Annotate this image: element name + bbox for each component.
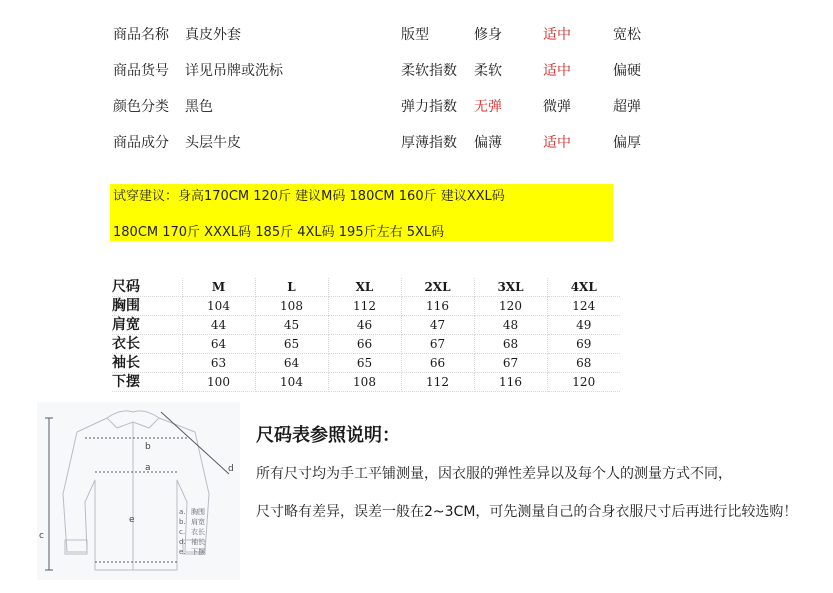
- size-header-cell: 2XL: [401, 278, 474, 297]
- measure-value: 64: [255, 354, 328, 373]
- softness-option: 偏硬: [613, 63, 641, 79]
- legend-key: a.: [179, 508, 186, 516]
- marker-e: e: [129, 515, 135, 525]
- table-row: [112, 316, 620, 335]
- measure-value: 100: [182, 373, 255, 392]
- size-header-cell: 3XL: [474, 278, 547, 297]
- product-material-value: 头层牛皮: [185, 135, 241, 151]
- measure-value: 66: [401, 354, 474, 373]
- shirt-illustration: [37, 402, 240, 580]
- elasticity-option: 微弹: [543, 99, 571, 115]
- legend-text: 衣长: [191, 528, 205, 536]
- product-name-label: 商品名称: [113, 27, 169, 43]
- elasticity-scale-label: 弹力指数: [401, 99, 457, 115]
- measure-value: 124: [547, 297, 620, 316]
- softness-option: 适中: [543, 63, 571, 79]
- size-header-cell: L: [255, 278, 328, 297]
- sleeve-measure-line: [161, 412, 229, 474]
- measure-value: 116: [401, 297, 474, 316]
- suggestion-line-1: 试穿建议：身高170CM 120斤 建议M码 180CM 160斤 建议XXL码: [113, 189, 505, 204]
- product-sku-value: 详见吊牌或洗标: [185, 63, 283, 79]
- measure-label: 袖长: [112, 354, 182, 373]
- measure-value: 48: [474, 316, 547, 335]
- thickness-option: 适中: [543, 135, 571, 151]
- fit-option: 宽松: [613, 27, 641, 43]
- product-color-value: 黑色: [185, 99, 213, 115]
- measure-value: 49: [547, 316, 620, 335]
- measure-value: 47: [401, 316, 474, 335]
- marker-c: c: [39, 531, 44, 541]
- measure-value: 64: [182, 335, 255, 354]
- fitting-suggestion-box: [110, 184, 613, 241]
- product-sku-label: 商品货号: [113, 63, 169, 79]
- product-name-value: 真皮外套: [185, 27, 241, 43]
- suggestion-line-2: 180CM 170斤 XXXL码 185斤 4XL码 195斤左右 5XL码: [113, 225, 445, 240]
- measure-value: 68: [474, 335, 547, 354]
- legend-text: 下摆: [191, 548, 205, 556]
- measure-label: 衣长: [112, 335, 182, 354]
- legend-text: 袖长: [191, 538, 205, 546]
- fit-option: 修身: [474, 27, 502, 43]
- thickness-option: 偏薄: [474, 135, 502, 151]
- thickness-scale-label: 厚薄指数: [401, 135, 457, 151]
- elasticity-option: 无弹: [474, 99, 502, 115]
- softness-option: 柔软: [474, 63, 502, 79]
- measure-value: 108: [328, 373, 401, 392]
- measure-value: 120: [474, 297, 547, 316]
- measure-label: 肩宽: [112, 316, 182, 335]
- measure-value: 120: [547, 373, 620, 392]
- table-row: [112, 297, 620, 316]
- size-table: [112, 278, 620, 392]
- measure-value: 65: [328, 354, 401, 373]
- table-row: [112, 335, 620, 354]
- size-header-cell: M: [182, 278, 255, 297]
- size-chart-explanation-title: 尺码表参照说明：: [256, 425, 400, 446]
- legend-key: b.: [179, 518, 186, 526]
- measure-value: 104: [182, 297, 255, 316]
- measure-value: 67: [401, 335, 474, 354]
- legend-text: 胸围: [191, 508, 205, 516]
- shirt-measurement-diagram: [37, 402, 240, 580]
- measure-label: 下摆: [112, 373, 182, 392]
- marker-b: b: [145, 442, 151, 452]
- product-color-label: 颜色分类: [113, 99, 169, 115]
- measure-value: 46: [328, 316, 401, 335]
- fit-option: 适中: [543, 27, 571, 43]
- elasticity-option: 超弹: [613, 99, 641, 115]
- shirt-body-shape: [63, 418, 209, 570]
- size-header-label: 尺码: [112, 278, 182, 297]
- measure-value: 69: [547, 335, 620, 354]
- fit-scale-label: 版型: [401, 27, 429, 43]
- legend-key: c.: [179, 528, 186, 536]
- softness-scale-label: 柔软指数: [401, 63, 457, 79]
- measure-value: 116: [474, 373, 547, 392]
- measure-value: 68: [547, 354, 620, 373]
- explanation-line-2: 尺寸略有差异，误差一般在2~3CM，可先测量自己的合身衣服尺寸后再进行比较选购！: [256, 504, 798, 520]
- measure-value: 112: [328, 297, 401, 316]
- measure-value: 104: [255, 373, 328, 392]
- measure-value: 66: [328, 335, 401, 354]
- measure-value: 44: [182, 316, 255, 335]
- legend-key: d.: [179, 538, 186, 546]
- measure-value: 112: [401, 373, 474, 392]
- size-table-header-row: [112, 278, 620, 297]
- product-material-label: 商品成分: [113, 135, 169, 151]
- explanation-line-1: 所有尺寸均为手工平铺测量，因衣服的弹性差异以及每个人的测量方式不同，: [256, 466, 732, 482]
- legend-text: 肩宽: [191, 518, 205, 526]
- legend-key: e.: [179, 548, 186, 556]
- size-header-cell: XL: [328, 278, 401, 297]
- measure-value: 45: [255, 316, 328, 335]
- measure-value: 108: [255, 297, 328, 316]
- size-header-cell: 4XL: [547, 278, 620, 297]
- measure-label: 胸围: [112, 297, 182, 316]
- measure-value: 67: [474, 354, 547, 373]
- measure-value: 65: [255, 335, 328, 354]
- table-row: [112, 373, 620, 392]
- measure-value: 63: [182, 354, 255, 373]
- marker-d: d: [228, 464, 234, 474]
- thickness-option: 偏厚: [613, 135, 641, 151]
- table-row: [112, 354, 620, 373]
- marker-a: a: [145, 463, 151, 473]
